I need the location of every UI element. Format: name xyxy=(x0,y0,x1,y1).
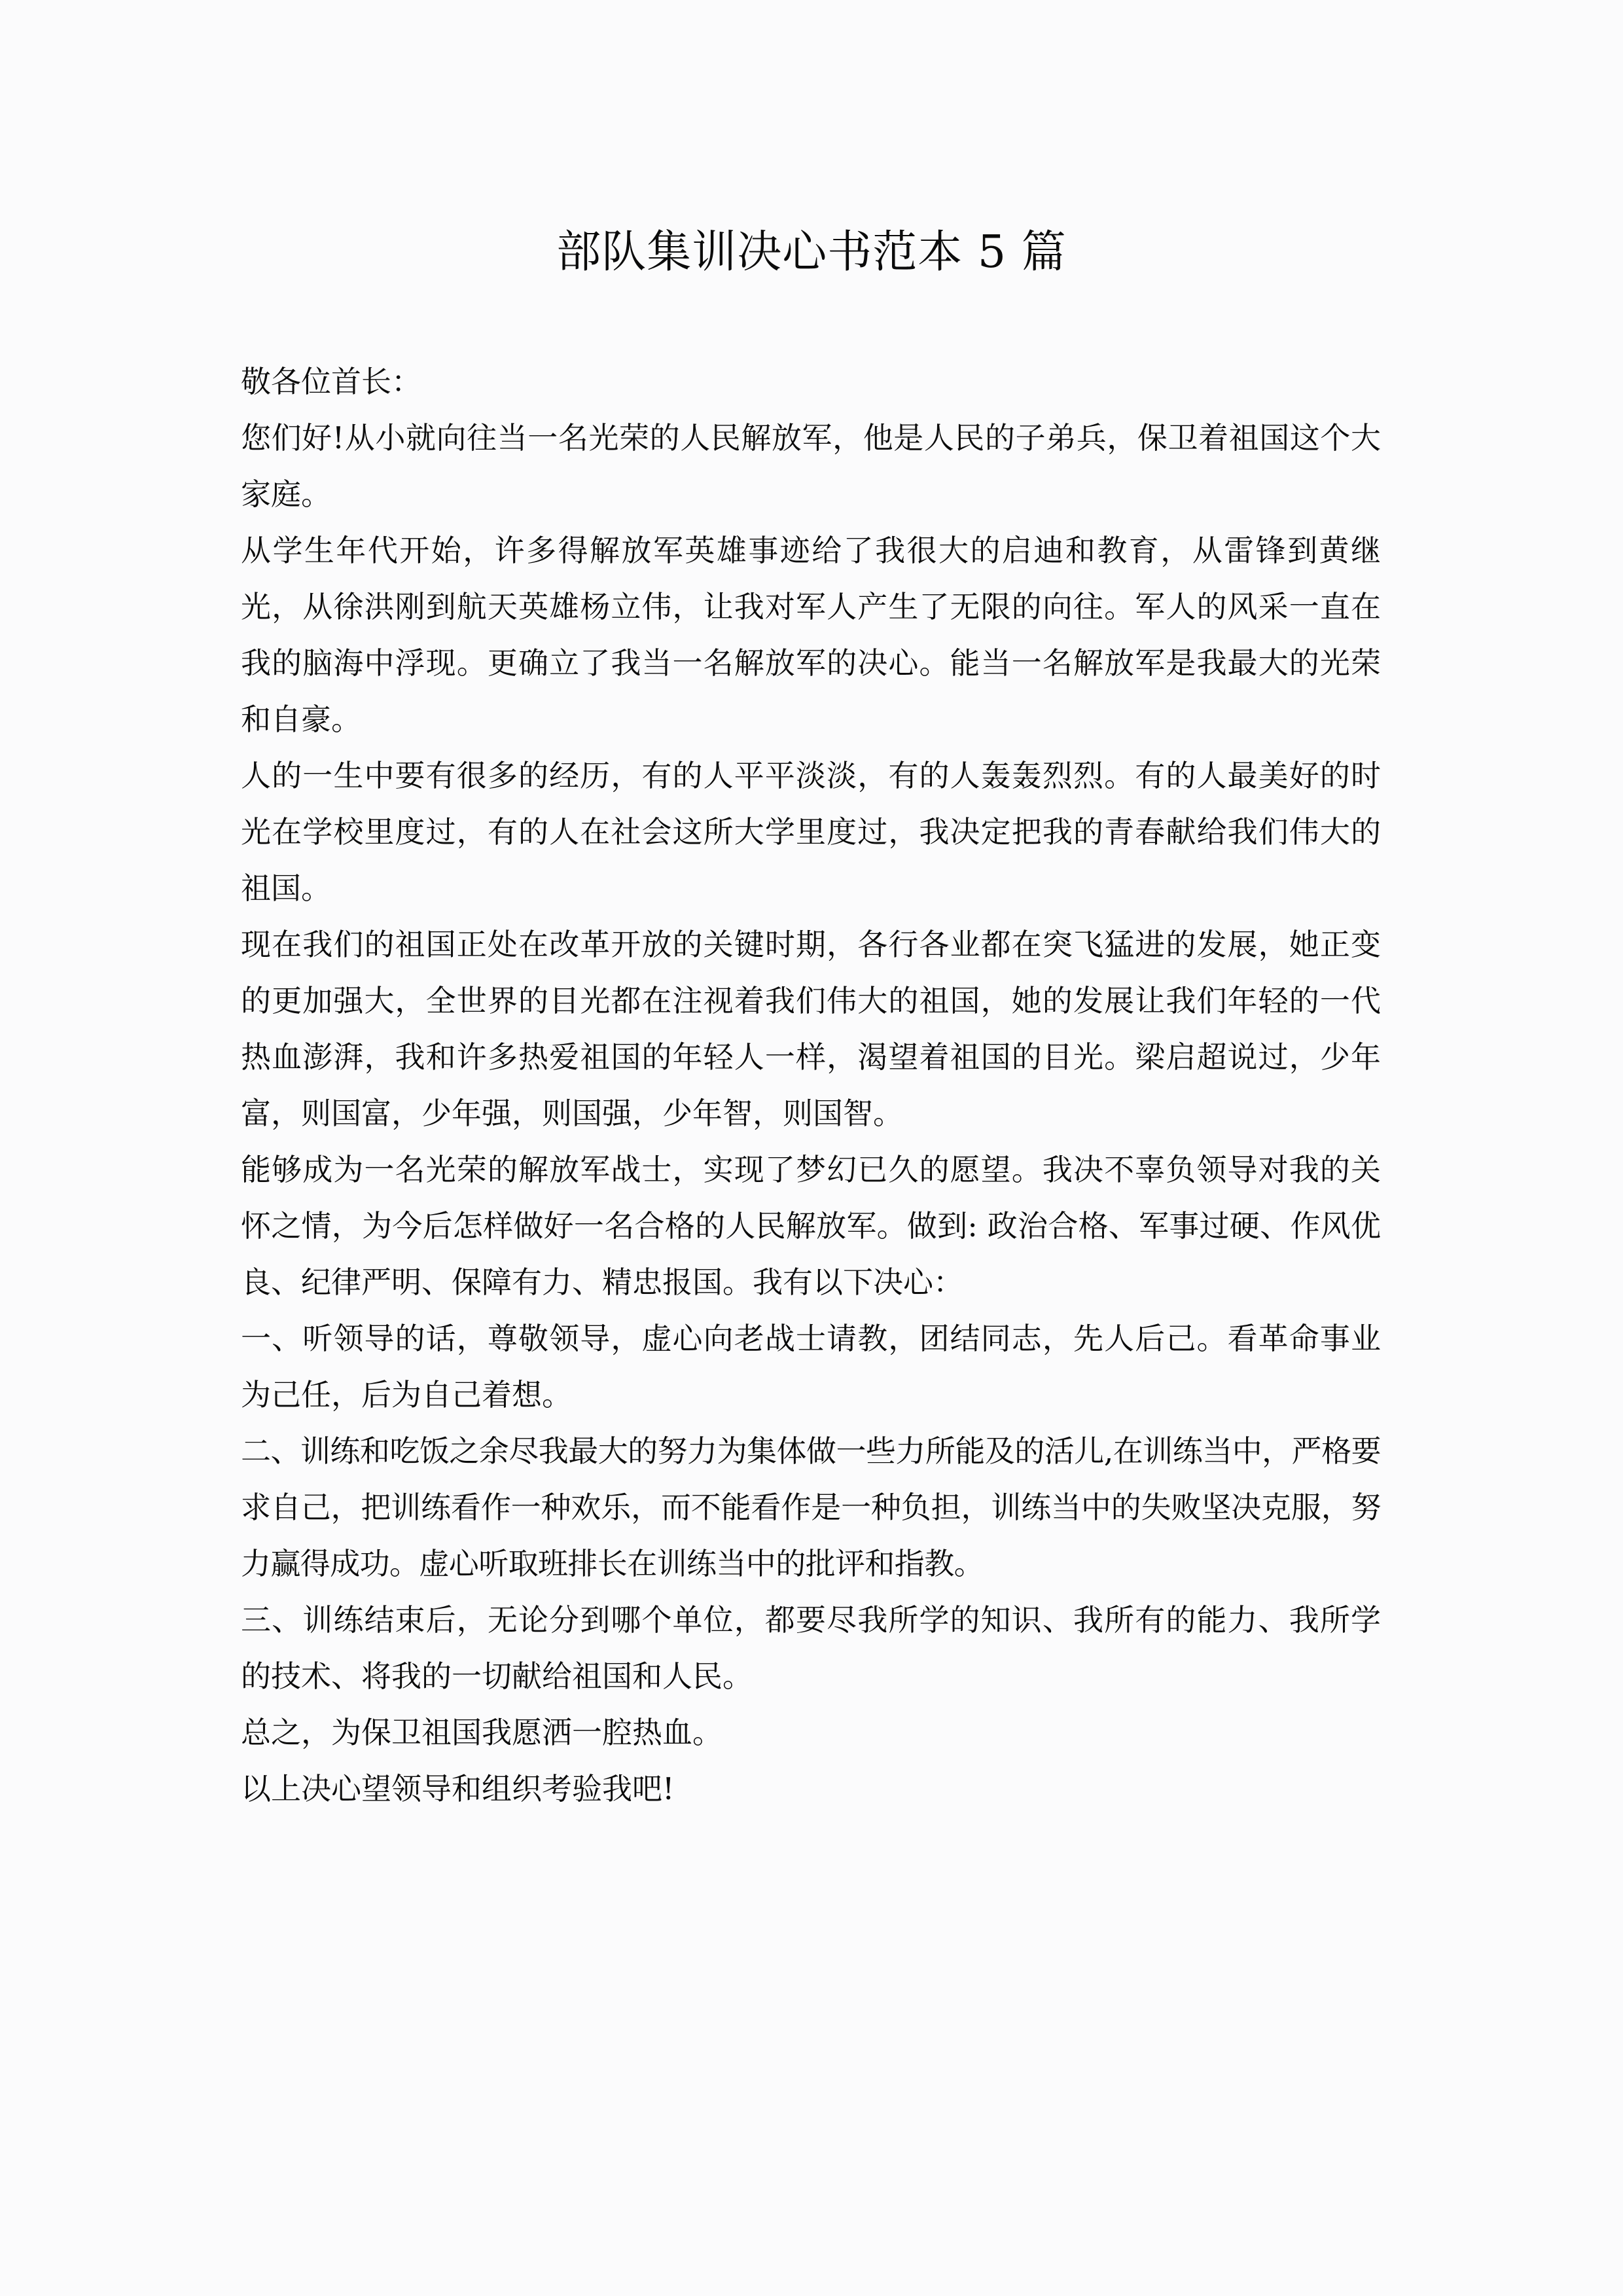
resolution-item-1: 一、听领导的话，尊敬领导，虚心向老战士请教，团结同志，先人后己。看革命事业为己任，后为自己着想。 xyxy=(241,1321,1381,1412)
paragraph-1: 您们好!从小就向往当一名光荣的人民解放军，他是人民的子弟兵，保卫着祖国这个大家庭。 xyxy=(241,420,1381,512)
paragraph-3: 人的一生中要有很多的经历，有的人平平淡淡，有的人轰轰烈烈。有的人最美好的时光在学校里度过，有的人在社会这所大学里度过，我决定把我的青春献给我们伟大的祖国。 xyxy=(241,758,1381,906)
page-title: 部队集训决心书范本 5 篇 xyxy=(556,226,1067,278)
closing-request: 以上决心望领导和组织考验我吧! xyxy=(241,1771,675,1806)
resolution-item-2: 二、训练和吃饭之余尽我最大的努力为集体做一些力所能及的活儿,在训练当中，严格要求自己，把训练看作一种欢乐，而不能看作是一种负担，训练当中的失败坚决克服，努力赢得成功。虚心听取班排长在训练当中的批评和指教。 xyxy=(241,1433,1381,1581)
paragraph-4: 现在我们的祖国正处在改革开放的关键时期，各行各业都在突飞猛进的发展，她正变的更加强大，全世界的目光都在注视着我们伟大的祖国，她的发展让我们年轻的一代热血澎湃，我和许多热爱祖国的年轻人一样，渴望着祖国的目光。梁启超说过，少年富，则国富，少年强，则国强，少年智，则国智。 xyxy=(241,927,1381,1131)
paragraph-2: 从学生年代开始，许多得解放军英雄事迹给了我很大的启迪和教育，从雷锋到黄继光，从徐洪刚到航天英雄杨立伟，让我对军人产生了无限的向往。军人的风采一直在我的脑海中浮现。更确立了我当一名解放军的决心。能当一名解放军是我最大的光荣和自豪。 xyxy=(241,533,1381,737)
paragraph-5: 能够成为一名光荣的解放军战士，实现了梦幻已久的愿望。我决不辜负领导对我的关怀之情，为今后怎样做好一名合格的人民解放军。做到: 政治合格、军事过硬、作风优良、纪律严明、保障有力、精忠报国。我有以下决心： xyxy=(241,1152,1381,1300)
salutation: 敬各位首长： xyxy=(241,364,421,399)
resolution-item-3: 三、训练结束后，无论分到哪个单位，都要尽我所学的知识、我所有的能力、我所学的技术、将我的一切献给祖国和人民。 xyxy=(241,1602,1381,1694)
closing-statement: 总之，为保卫祖国我愿洒一腔热血。 xyxy=(241,1715,722,1750)
document-body xyxy=(241,353,1381,1817)
